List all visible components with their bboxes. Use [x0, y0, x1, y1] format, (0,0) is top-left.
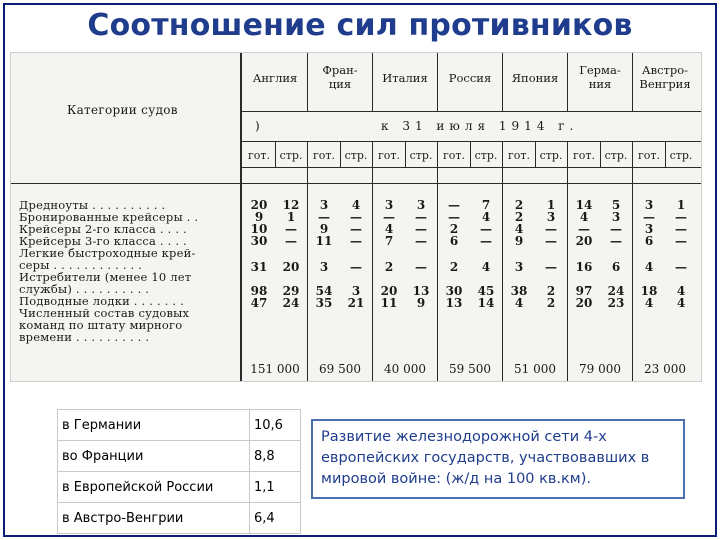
table-cell: 13 — [412, 284, 430, 298]
table-cell: 7 — [384, 234, 394, 248]
region-label: во Франции — [58, 441, 250, 472]
crew-total: 51 000 — [514, 362, 556, 376]
subheader-label: гот. — [638, 149, 660, 162]
table-cell: — — [448, 198, 460, 212]
table-cell: 2 — [514, 198, 524, 212]
crew-total: 23 000 — [644, 362, 686, 376]
table-cell: 9 — [416, 296, 426, 310]
table-cell: — — [675, 234, 687, 248]
subheader-label: гот. — [508, 149, 530, 162]
table-cell: — — [285, 222, 297, 236]
table-cell: 4 — [676, 296, 686, 310]
table-cell: 3 — [351, 284, 361, 298]
row-label: Легкие быстроходные крей- — [19, 246, 196, 260]
country-header: Англия — [252, 71, 298, 85]
table-cell: 14 — [477, 296, 495, 310]
table-cell: 3 — [546, 210, 556, 224]
density-value: 1,1 — [250, 472, 301, 503]
table-cell: 2 — [546, 284, 556, 298]
table-cell: 4 — [351, 198, 361, 212]
table-divider — [11, 183, 702, 184]
table-cell: 4 — [384, 222, 394, 236]
crew-total: 69 500 — [319, 362, 361, 376]
table-row — [58, 472, 301, 503]
table-cell: 2 — [514, 210, 524, 224]
table-cell: — — [415, 234, 427, 248]
density-value: 6,4 — [250, 503, 301, 534]
table-cell: 20 — [380, 284, 398, 298]
category-header: Категории судов — [67, 103, 178, 117]
table-cell: 3 — [611, 210, 621, 224]
table-cell: — — [318, 210, 330, 224]
table-cell: 6 — [449, 234, 459, 248]
table-cell: — — [643, 210, 655, 224]
density-value: 8,8 — [250, 441, 301, 472]
table-cell: — — [350, 260, 362, 274]
table-cell: 1 — [286, 210, 296, 224]
subheader-label: стр. — [604, 149, 628, 162]
table-cell: 21 — [347, 296, 365, 310]
table-cell: 4 — [644, 296, 654, 310]
table-cell: 24 — [607, 284, 625, 298]
table-cell: 11 — [315, 234, 333, 248]
subheader-label: стр. — [474, 149, 498, 162]
table-cell: 2 — [449, 260, 459, 274]
table-cell: — — [610, 222, 622, 236]
table-cell: 20 — [250, 198, 268, 212]
table-cell: 38 — [510, 284, 528, 298]
table-divider — [240, 111, 702, 112]
row-label: Крейсеры 2-го класса . . . . — [19, 222, 187, 236]
subheader-label: гот. — [573, 149, 595, 162]
table-divider — [240, 53, 242, 382]
table-cell: 1 — [676, 198, 686, 212]
region-label: в Австро-Венгрии — [58, 503, 250, 534]
table-cell: 6 — [644, 234, 654, 248]
row-label: Бронированные крейсеры . . — [19, 210, 199, 224]
table-cell: 5 — [611, 198, 621, 212]
table-cell: 3 — [644, 198, 654, 212]
table-row — [58, 503, 301, 534]
subheader-label: гот. — [248, 149, 270, 162]
country-header: Австро- Венгрия — [639, 63, 691, 91]
row-label: Подводные лодки . . . . . . . — [19, 294, 184, 308]
railway-info-box: Развитие железнодорожной сети 4-х европейских государств, участвовавших в мировой войне: (ж/д на 100 кв.км). — [311, 419, 685, 499]
table-cell: 30 — [250, 234, 268, 248]
region-label: в Германии — [58, 410, 250, 441]
table-cell: 10 — [250, 222, 268, 236]
table-cell: — — [415, 222, 427, 236]
table-cell: 6 — [611, 260, 621, 274]
subheader-label: гот. — [378, 149, 400, 162]
table-cell: — — [578, 222, 590, 236]
table-cell: — — [675, 210, 687, 224]
table-cell: 2 — [546, 296, 556, 310]
table-cell: 3 — [319, 198, 329, 212]
crew-total: 151 000 — [250, 362, 300, 376]
table-cell: 13 — [445, 296, 463, 310]
table-cell: 1 — [546, 198, 556, 212]
table-cell: — — [350, 210, 362, 224]
row-label: Крейсеры 3-го класса . . . . — [19, 234, 187, 248]
crew-total: 59 500 — [449, 362, 491, 376]
table-cell: — — [448, 210, 460, 224]
country-header: Герма- ния — [579, 63, 621, 91]
scanned-forces-table — [10, 52, 702, 382]
table-cell: 3 — [644, 222, 654, 236]
table-cell: — — [545, 260, 557, 274]
table-cell: 9 — [514, 234, 524, 248]
table-cell: 11 — [380, 296, 398, 310]
table-cell: 4 — [644, 260, 654, 274]
table-cell: — — [480, 222, 492, 236]
subheader-label: гот. — [443, 149, 465, 162]
table-cell: — — [610, 234, 622, 248]
table-cell: 3 — [384, 198, 394, 212]
table-cell: 98 — [250, 284, 268, 298]
density-value: 10,6 — [250, 410, 301, 441]
table-cell: 14 — [575, 198, 593, 212]
table-cell: 35 — [315, 296, 333, 310]
table-cell: 4 — [676, 284, 686, 298]
row-label: времени . . . . . . . . . . — [19, 330, 150, 344]
crew-total: 40 000 — [384, 362, 426, 376]
table-cell: — — [545, 222, 557, 236]
table-cell: 9 — [319, 222, 329, 236]
table-cell: 20 — [575, 296, 593, 310]
table-row — [58, 410, 301, 441]
table-cell: 23 — [607, 296, 625, 310]
subheader-label: стр. — [539, 149, 563, 162]
subheader-label: стр. — [344, 149, 368, 162]
table-cell: 3 — [416, 198, 426, 212]
table-cell: 2 — [384, 260, 394, 274]
subheader-label: стр. — [409, 149, 433, 162]
table-cell: 4 — [481, 210, 491, 224]
subheader-label: гот. — [313, 149, 335, 162]
table-cell: 47 — [250, 296, 268, 310]
railway-density-table — [57, 409, 301, 534]
table-cell: 20 — [575, 234, 593, 248]
table-cell: 30 — [445, 284, 463, 298]
table-cell: — — [480, 234, 492, 248]
country-header: Россия — [448, 71, 492, 85]
subheader-label: стр. — [669, 149, 693, 162]
table-cell: 29 — [282, 284, 300, 298]
table-cell: — — [545, 234, 557, 248]
table-cell: — — [415, 210, 427, 224]
crew-total: 79 000 — [579, 362, 621, 376]
region-label: в Европейской России — [58, 472, 250, 503]
table-cell: 31 — [250, 260, 268, 274]
row-label: Истребители (менее 10 лет — [19, 270, 192, 284]
country-header: Италия — [382, 71, 428, 85]
table-cell: 9 — [254, 210, 264, 224]
table-cell: 2 — [449, 222, 459, 236]
date-line: к 31 июля 1914 г. — [381, 119, 579, 133]
slide-title: Соотношение сил противников — [87, 8, 633, 43]
table-cell: 4 — [481, 260, 491, 274]
table-cell: 18 — [640, 284, 658, 298]
row-label: Численный состав судовых — [19, 306, 190, 320]
table-cell: — — [675, 222, 687, 236]
row-label: службы) . . . . . . . . . . — [19, 282, 150, 296]
table-row — [58, 441, 301, 472]
table-cell: 7 — [481, 198, 491, 212]
table-cell: 45 — [477, 284, 495, 298]
table-cell: 54 — [315, 284, 333, 298]
table-cell: 3 — [319, 260, 329, 274]
table-cell: 4 — [579, 210, 589, 224]
row-label: Дредноуты . . . . . . . . . . — [19, 198, 166, 212]
country-header: Япония — [511, 71, 559, 85]
table-cell: — — [350, 234, 362, 248]
table-cell: — — [675, 260, 687, 274]
table-cell: 4 — [514, 296, 524, 310]
table-cell: — — [415, 260, 427, 274]
date-marker: ) — [255, 119, 260, 133]
table-cell: — — [383, 210, 395, 224]
table-cell: 16 — [575, 260, 593, 274]
table-cell: — — [350, 222, 362, 236]
table-cell: 24 — [282, 296, 300, 310]
row-label: команд по штату мирного — [19, 318, 183, 332]
table-cell: 20 — [282, 260, 300, 274]
table-cell: 4 — [514, 222, 524, 236]
table-cell: 97 — [575, 284, 593, 298]
subheader-label: стр. — [279, 149, 303, 162]
table-cell: 12 — [282, 198, 300, 212]
table-cell: — — [285, 234, 297, 248]
country-header: Фран- ция — [322, 63, 358, 91]
table-cell: 3 — [514, 260, 524, 274]
row-label: серы . . . . . . . . . . . . — [19, 258, 143, 272]
